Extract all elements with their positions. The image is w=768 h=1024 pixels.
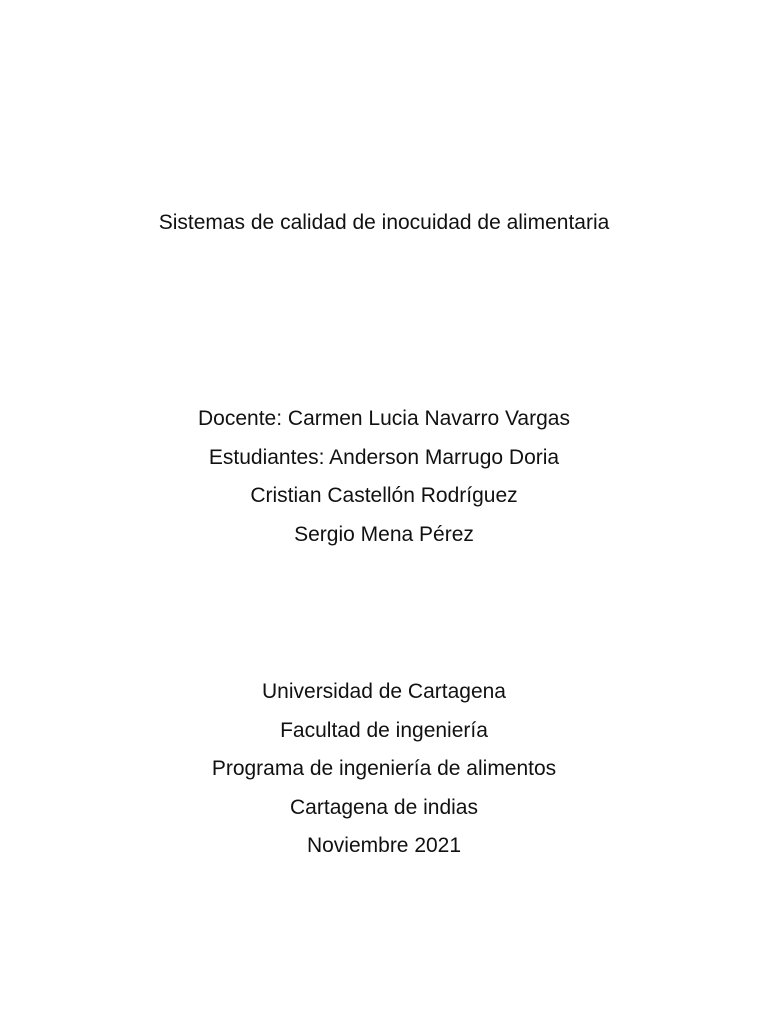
student-line: Sergio Mena Pérez	[294, 522, 474, 546]
people-block	[0, 405, 768, 559]
institution-block	[0, 678, 768, 871]
date-line: Noviembre 2021	[306, 834, 462, 857]
teacher-line: Docente: Carmen Lucia Navarro Vargas	[198, 407, 570, 430]
students-line: Estudiantes: Anderson Marrugo Doria	[208, 445, 560, 469]
program-line: Programa de ingeniería de alimentos	[211, 757, 557, 780]
student-line: Cristian Castellón Rodríguez	[250, 484, 518, 507]
university-line: Universidad de Cartagena	[262, 680, 506, 703]
document-title: Sistemas de calidad de inocuidad de alimentaria	[158, 211, 610, 234]
faculty-line: Facultad de ingeniería	[280, 718, 488, 742]
city-line: Cartagena de indias	[290, 795, 478, 819]
